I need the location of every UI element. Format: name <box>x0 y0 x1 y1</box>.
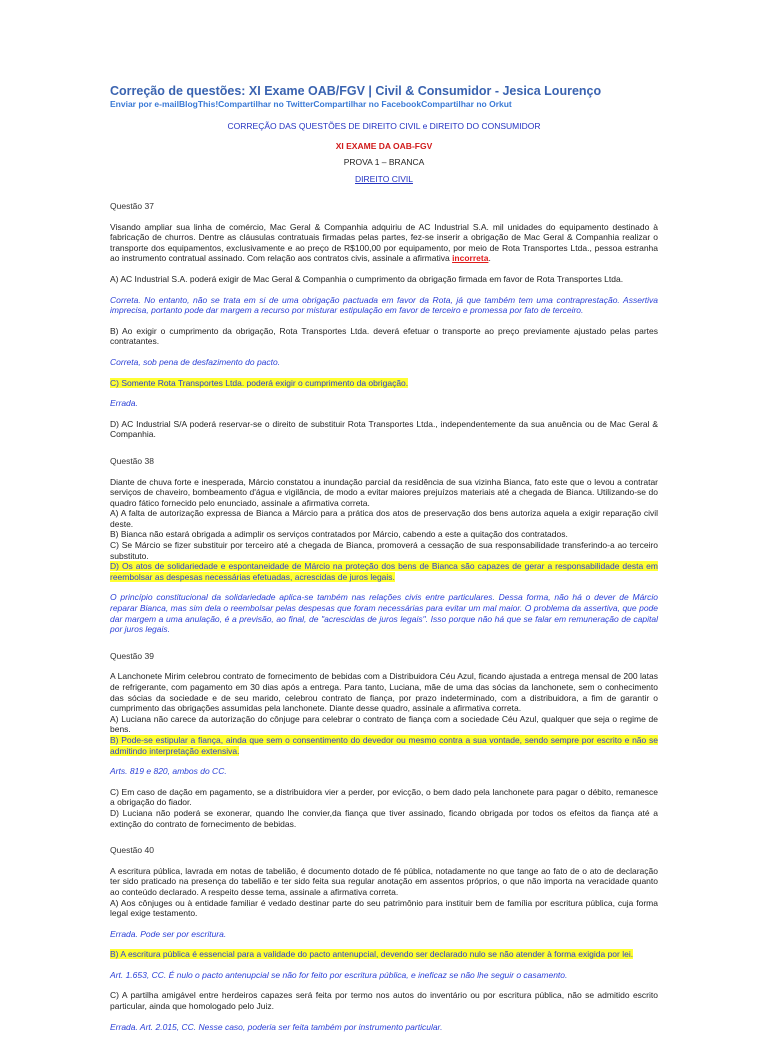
option-b-comment: Correta, sob pena de desfazimento do pacto. <box>110 356 281 367</box>
option-b-comment: Art. 1.653, CC. É nulo o pacto antenupcial se não for feito por escritura pública, e ineficaz se não lhe seguir o casamento. <box>110 969 568 980</box>
heading-test: PROVA 1 – BRANCA <box>343 157 425 167</box>
share-links[interactable]: Enviar por e-mailBlogThis!Compartilhar no TwitterCompartilhar no FacebookCompartilhar no Orkut <box>110 99 512 109</box>
heading-corrections: CORREÇÃO DAS QUESTÕES DE DIREITO CIVIL e DIREITO DO CONSUMIDOR <box>227 121 541 131</box>
option-a: A) AC Industrial S.A. poderá exigir de Mac Geral & Companhia o cumprimento da obrigação firmada em favor de Rota Transportes Ltda. <box>110 273 624 284</box>
page-title[interactable]: Correção de questões: XI Exame OAB/FGV | Civil & Consumidor - Jesica Lourenço <box>110 84 602 98</box>
option-b-highlighted: B) A escritura pública é essencial para a validade do pacto antenupcial, devendo ser declarado nulo se não atender à forma exigida por lei. <box>110 949 634 960</box>
option-d: D) Luciana não poderá se exonerar, quando lhe convier,da fiança que tiver assinado, ficando obrigada por todos os efeitos da fiança até a extinção do contrato de fornecimento de bebidas. <box>110 807 658 829</box>
option-a: A) Aos cônjuges ou à entidade familiar é vedado destinar parte do seu patrimônio para instituir bem de família por escritura pública, cuja forma legal exige testamento. <box>110 897 658 919</box>
option-a-comment: Errada. Pode ser por escritura. <box>110 928 227 939</box>
question-39 <box>110 651 658 829</box>
stem-incorrect-keyword: incorreta <box>452 253 489 264</box>
option-a: A) Luciana não carece da autorização do cônjuge para celebrar o contrato de fiança com a sociedade Céu Azul, qualquer que seja o regime de bens. <box>110 713 658 735</box>
option-b-highlighted: B) Pode-se estipular a fiança, ainda que sem o consentimento do devedor ou mesmo contra a sua vontade, sendo sempre por escrito e não se admitindo interpretação extensiva. <box>110 734 658 756</box>
option-c: C) Em caso de dação em pagamento, se a distribuidora vier a perder, por evicção, o bem dado pela lanchonete para pagar o débito, remanesce a obrigação do fiador. <box>110 786 658 808</box>
stem-text: Visando ampliar sua linha de comércio, Mac Geral & Companhia adquiriu de AC Industrial S.A. mil unidades do equipamento destinado à fabricação de churros. Dentre as cláusulas contratuais firmadas pelas partes, fez-se inserir a obrigação de Mac Geral & Companhia realizar o transporte dos equipamentos, exclusivamente e ao preço de R$100,00 por equipamento, por meio de Rota Transportes Ltda., pessoa estranha ao instrumento contratual assinado. Com relação aos contratos civis, assinale a afirmativa <box>110 221 658 264</box>
question-comment: O princípio constitucional da solidariedade aplica-se também nas relações civis entre particulares. Dessa forma, não há o dever de Márcio reparar Bianca, mas sim dela o reembolsar pelas despesas que foram necessárias para evitar um mal maior. O problema da assertiva, que pode dar margem a uma anulação, é a previsão, ao final, de "acrescidas de juros legais". Isso porque não há que se falar em remuneração de capital por juros legais. <box>110 592 658 635</box>
question-title: Questão 38 <box>110 455 154 466</box>
question-title: Questão 39 <box>110 650 154 661</box>
option-d: D) AC Industrial S/A poderá reservar-se o direito de substituir Rota Transportes Ltda., independentemente da sua anuência ou de Mac Geral & Companhia. <box>110 418 658 440</box>
document-body <box>110 84 658 1042</box>
option-d-highlighted: D) Os atos de solidariedade e espontaneidade de Márcio na proteção dos bens de Bianca são capazes de gerar a responsabilidade desta em reembolsar as despesas necessárias efetuadas, acrescidas de juros legais. <box>110 561 658 582</box>
option-c: C) A partilha amigável entre herdeiros capazes será feita por termo nos autos do inventário ou por escritura pública, não se admitido escrito particular, ainda que homologado pelo Juiz. <box>110 990 658 1012</box>
option-c-highlighted: C) Somente Rota Transportes Ltda. poderá exigir o cumprimento da obrigação. <box>110 377 409 388</box>
option-c-comment: Errada. <box>110 398 138 409</box>
option-b: B) Ao exigir o cumprimento da obrigação, Rota Transportes Ltda. deverá efetuar o transporte ao preço previamente ajustado pelas partes contratantes. <box>110 325 658 347</box>
heading-exam: XI EXAME DA OAB-FGV <box>335 141 433 151</box>
option-c-comment: Errada. Art. 2.015, CC. Nesse caso, poderia ser feita também por instrumento particular. <box>110 1021 443 1032</box>
option-a-comment: Correta. No entanto, não se trata em si de uma obrigação pactuada em favor da Rota, já que também tem uma contraprestação. Assertiva imprecisa, portanto pode dar margem a recurso por misturar estipulação em favor de terceiro e promessa por fato de terceiro. <box>110 294 658 316</box>
question-stem <box>110 222 658 264</box>
heading-civil-law: DIREITO CIVIL <box>355 174 413 184</box>
option-b: B) Bianca não estará obrigada a adimplir os serviços contratados por Márcio, cabendo a este a quitação dos contratados. <box>110 529 568 540</box>
question-37 <box>110 201 658 440</box>
question-40 <box>110 845 658 1032</box>
option-b-comment: Arts. 819 e 820, ambos do CC. <box>110 766 227 777</box>
question-stem: A escritura pública, lavrada em notas de tabelião, é documento dotado de fé pública, notadamente no que tange ao fato de o ato de declaração ter sido praticado na presença do tabelião e ter sido feita sua regular anotação em assentos próprios, o que não importa na veracidade quanto ao conteúdo declarado. A respeito desse tema, assinale a afirmativa correta. <box>110 865 658 897</box>
question-title: Questão 40 <box>110 845 154 856</box>
question-title: Questão 37 <box>110 201 154 211</box>
stem-end: . <box>488 253 491 264</box>
question-stem: A Lanchonete Mirim celebrou contrato de fornecimento de bebidas com a Distribuidora Céu Azul, ficando ajustada a entrega mensal de 200 latas de refrigerante, com pagamento em 30 dias após a entrega. Para tanto, Luciana, mãe de uma das sócias da lanchonete, sem o conhecimento das sócias da sociedade e de seu marido, celebrou contrato de fiança, por prazo indeterminado, com a distribuidora, a fim de garantir o cumprimento das obrigações assumidas pela lanchonete. Diante desse quadro, assinale a afirmativa correta. <box>110 671 658 714</box>
question-stem: Diante de chuva forte e inesperada, Márcio constatou a inundação parcial da residência de sua vizinha Bianca, fato este que o levou a contratar serviços de chaveiro, bombeamento d'água e vigilância, de modo a evitar maiores prejuízos materiais até a chegada de Bianca. Utilizando-se do quadro fático fornecido pelo enunciado, assinale a afirmativa correta. <box>110 476 658 508</box>
option-a: A) A falta de autorização expressa de Bianca a Márcio para a prática dos atos de preservação dos bens autoriza aquela a exigir reparação civil deste. <box>110 508 658 529</box>
question-38 <box>110 456 658 635</box>
option-c: C) Se Márcio se fizer substituir por terceiro até a chegada de Bianca, promoverá a cessação de sua responsabilidade transferindo-a ao terceiro substituto. <box>110 540 658 561</box>
